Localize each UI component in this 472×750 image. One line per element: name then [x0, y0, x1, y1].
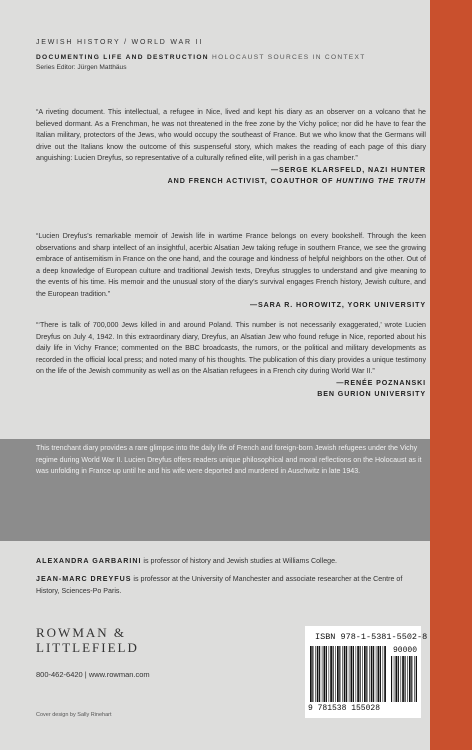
barcode-bar [376, 646, 377, 702]
barcode-bar [395, 656, 397, 702]
barcode-bar [378, 646, 380, 702]
barcode-bar [407, 656, 408, 702]
price-barcode-bars [391, 656, 417, 702]
author-bio-dreyfus [36, 574, 426, 597]
barcode-bar [414, 656, 415, 702]
barcode-bar [416, 656, 417, 702]
isbn-barcode [305, 626, 428, 718]
cover-design-credit: Cover design by Sally Rinehart [36, 712, 112, 718]
barcode-bar [351, 646, 353, 702]
barcode-bar [391, 656, 392, 702]
series-header [36, 39, 426, 71]
publisher-contact: 800-462-6420 | www.rowman.com [36, 670, 150, 679]
publisher-logo-line: ROWMAN & [36, 625, 127, 640]
barcode-bar [310, 646, 312, 702]
author-name: ALEXANDRA GARBARINI [36, 557, 142, 565]
blurb-horowitz [36, 231, 426, 312]
barcode-bar [356, 646, 357, 702]
barcode-bar [364, 646, 366, 702]
barcode-bar [333, 646, 334, 702]
barcode-bar [394, 656, 395, 702]
barcode-bar [312, 646, 313, 702]
barcode-bar [322, 646, 323, 702]
barcode-bars [310, 646, 386, 702]
barcode-bar [326, 646, 327, 702]
barcode-bar [349, 646, 350, 702]
book-title: HUNTING THE TRUTH [336, 177, 426, 185]
blurb-attribution: —RENÉE POZNANSKI [336, 378, 426, 387]
barcode-bar [384, 646, 386, 702]
barcode-bar [357, 646, 359, 702]
author-bio-text: is professor of history and Jewish studies at Williams College. [141, 557, 338, 565]
barcode-bar [335, 646, 336, 702]
blurb-text: “A riveting document. This intellectual, a refugee in Nice, lived and kept his diary as an observer on a volcano that he believed dormant. As a Frenchman, he was not threatened in the free zone by the Vichy police; nor did he have to fear the Italian military, protectors of the Jews, who would occupy the southeast of France. But we who know that the Germans will drive out the Italians know the outcome of this suspenseful story, which makes the reading of each page of this diary anguishing: Lucien Dreyfus, so representative of a culturally refined elite, will perish in a gas chamber.” [36, 108, 426, 162]
publisher-logo [36, 625, 139, 655]
blurb-poznanski [36, 320, 426, 401]
barcode-bar [398, 656, 399, 702]
series-editor: Series Editor: Jürgen Matthäus [36, 64, 127, 71]
barcode-bar [324, 646, 326, 702]
barcode-bar [317, 646, 319, 702]
author-bio-text: is professor at the University of Manchester and associate researcher at the Centre of History, Sciences-Po Paris. [36, 575, 403, 595]
author-name: JEAN-MARC DREYFUS [36, 575, 132, 583]
spine-color-strip [430, 0, 472, 750]
barcode-bar [405, 656, 406, 702]
barcode-bar [329, 646, 330, 702]
barcode-bar [402, 656, 404, 702]
barcode-bar [337, 646, 339, 702]
barcode-bar [380, 646, 381, 702]
barcode-bar [366, 646, 367, 702]
blurb-attribution-line: AND FRENCH ACTIVIST, COAUTHOR OF [167, 177, 334, 185]
blurb-attribution [36, 176, 426, 188]
barcode-bar [371, 646, 373, 702]
barcode-bar [346, 646, 347, 702]
series-title [36, 54, 426, 61]
barcode-bar [344, 646, 346, 702]
series-name: DOCUMENTING LIFE AND DESTRUCTION [36, 54, 209, 61]
barcode-bar [315, 646, 316, 702]
blurb-attribution: —SARA R. HOROWITZ, YORK UNIVERSITY [249, 301, 426, 309]
barcode-bar [362, 646, 363, 702]
blurb-text: “‘There is talk of 700,000 Jews killed in and around Poland. This number is not necessarily exaggerated,’ wrote Lucien Dreyfus on July 4, 1942. In this extraordinary diary, Dreyfus, an Alsatian Jew who found refuge in Nice, reported about his daily life in Vichy France; commented on the BBC broadcasts, the rumors, or the political and military developments as recorded in the official local press; and noted many of his thoughts. The publication of this diary provides a unique testimony on the life of the Jewish community as well as on the Alsatian refugees in a French city during World War II.” [36, 321, 426, 375]
barcode-bar [383, 646, 384, 702]
blurb-klarsfeld [36, 107, 426, 188]
barcode-bar [330, 646, 332, 702]
subject-category: JEWISH HISTORY / WORLD WAR II [36, 39, 204, 46]
barcode-bar [339, 646, 340, 702]
barcode-digits: 9 781538 155028 [308, 704, 381, 713]
publisher-logo-line: LITTLEFIELD [36, 640, 139, 655]
barcode-bar [401, 656, 402, 702]
isbn-label: ISBN 978-1-5381-5502-8 [315, 632, 428, 642]
barcode-bar [373, 646, 374, 702]
blurb-text: “Lucien Dreyfus’s remarkable memoir of Jewish life in wartime France belongs on every bookshelf. Through the keen observations and sharp intellect of an insightful, acerbic Alsatian Jew taking refuge in southern France, we see the growing embrace of antisemitism in France on the one hand, and the courage and kindness of helpful neighbors on the other. Out of a deep knowledge of European culture and traditional Jewish texts, Dreyfus struggles to understand and give meaning to the events of his time. His memoir and the unusual story of the diary’s survival engages French history, Jewish culture, and the European tradition.” [36, 232, 426, 298]
blurb-attribution: —SERGE KLARSFELD, NAZI HUNTER [271, 165, 426, 174]
book-description: This trenchant diary provides a rare glimpse into the daily life of French and foreign-born Jewish refugees under the Vichy regime during World War II. Lucien Dreyfus offers readers unique philosophical and moral reflections on the Holocaust as it was unfolding in France up until he and his wife were deported and murdered in Auschwitz in late 1943. [36, 444, 422, 475]
blurb-attribution: BEN GURION UNIVERSITY [317, 390, 426, 398]
barcode-bar [360, 646, 361, 702]
barcode-bar [369, 646, 370, 702]
series-subtitle: HOLOCAUST SOURCES IN CONTEXT [212, 54, 366, 61]
barcode-bar [342, 646, 343, 702]
barcode-bar [353, 646, 354, 702]
author-bio-garbarini [36, 556, 426, 568]
barcode-bar [409, 656, 411, 702]
price-code: 90000 [393, 646, 418, 655]
barcode-bar [319, 646, 320, 702]
barcode-bar [411, 656, 412, 702]
